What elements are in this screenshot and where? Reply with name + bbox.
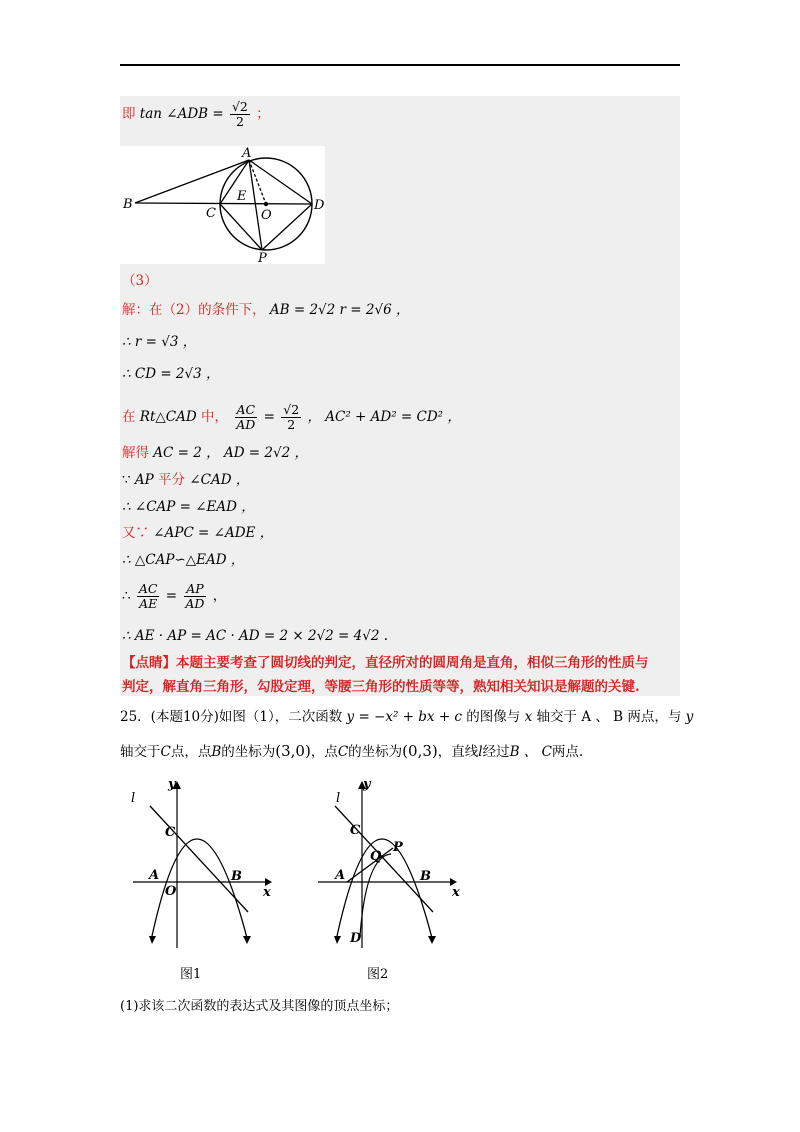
label-b: B — [420, 869, 431, 884]
solution-line-7: ∴ ∠CAP = ∠EAD ， — [122, 499, 255, 515]
text-prefix: 又∵ — [122, 525, 149, 541]
label-l: l — [336, 791, 341, 806]
solution-line-2: ∴ r = √3 ， — [122, 334, 197, 350]
points-b-c: B 、 C — [509, 744, 552, 760]
solution-line-8 — [122, 524, 273, 542]
label-c: C — [165, 825, 176, 840]
fraction-numerator: √2 — [283, 402, 300, 417]
label-d: D — [350, 931, 362, 946]
q25-text-b: 点，点 — [170, 744, 212, 760]
figure-1-caption: 图1 — [180, 967, 202, 982]
fraction-ac-ad — [234, 403, 257, 432]
triangle-name: Rt△CAD — [139, 409, 197, 425]
text-prefix: 解：在（2）的条件下， — [122, 302, 266, 318]
equals-sign: = — [165, 588, 178, 604]
label-y: y — [168, 777, 176, 792]
label-q: Q — [370, 849, 382, 864]
fraction-numerator: AC — [236, 402, 256, 417]
parabola-figure-1 — [125, 776, 275, 951]
parabola-arrow-right — [428, 936, 436, 944]
label-a: A — [149, 868, 160, 883]
fraction-denominator: AE — [139, 596, 158, 611]
label-a: A — [335, 868, 346, 883]
math-expression: AC = 2 ， AD = 2√2 ， — [153, 445, 308, 461]
label-y: y — [363, 777, 371, 792]
point-c-symbol-2: C — [337, 744, 349, 760]
fraction-denominator: AD — [236, 417, 256, 432]
label-x: x — [452, 885, 460, 900]
header-rule — [120, 64, 680, 66]
q25-text-e: 的坐标为 — [348, 744, 403, 760]
fraction-ac-ae — [137, 582, 160, 611]
solution-line-11: ∴ AE · AP = AC · AD = 2 × 2√2 = 4√2 . — [122, 628, 389, 644]
fraction-numerator: AC — [138, 581, 158, 596]
solution-line-5 — [122, 444, 308, 462]
solution-line-10 — [122, 582, 226, 611]
text-end: ， — [212, 588, 227, 604]
solution-line-4 — [122, 403, 461, 432]
q25-text-a: 25．(本题10分)如图（1），二次函数 — [120, 709, 343, 725]
label-x: x — [263, 885, 271, 900]
q25-text-h: 两点. — [551, 744, 584, 760]
tan-expression: tan ∠ADB = — [139, 106, 224, 122]
q25-text-c: 轴交于 — [536, 709, 578, 725]
parabola-arrow-left — [334, 936, 341, 944]
question-25-line-2 — [120, 742, 583, 761]
dianjing-note-line-2: 判定，解直角三角形，勾股定理，等腰三角形的性质等等，熟知相关知识是解题的关键. — [122, 679, 640, 695]
line-dq — [360, 854, 391, 936]
fraction-denominator: AD — [185, 596, 205, 611]
equals-sign: = — [263, 409, 275, 425]
fraction-numerator: √2 — [231, 99, 248, 114]
text-prefix: 解得 — [122, 445, 149, 461]
point-c-symbol: C — [160, 744, 171, 760]
pythagoras-expression: ， AC² + AD² = CD² ， — [307, 409, 461, 425]
label-b: B — [231, 869, 242, 884]
quadratic-expression: y = −x² + bx + c — [346, 709, 462, 725]
because-symbol: ∵ — [122, 472, 131, 488]
b-coordinate: (3,0) — [275, 742, 311, 760]
solution-line-tan — [122, 100, 270, 129]
label-p: P — [393, 840, 403, 855]
q25-text-a: 轴交于 — [120, 744, 161, 760]
label-o: O — [261, 208, 272, 223]
math-expression: ∠CAD ， — [189, 472, 250, 488]
part-3-label: （3） — [122, 273, 158, 289]
text-prefix: 即 — [122, 106, 136, 122]
line-l-symbol: l — [478, 744, 483, 760]
points-a-b: A 、 B — [581, 709, 624, 725]
q25-text-f: ，直线 — [437, 744, 479, 760]
label-e: E — [237, 189, 247, 204]
math-expression: ∠APC = ∠ADE ， — [153, 525, 274, 541]
label-p: P — [258, 251, 267, 264]
parabola-arrow-left — [149, 936, 156, 944]
label-d: D — [314, 198, 325, 213]
solution-line-6 — [122, 471, 249, 489]
segment-ap: AP — [134, 472, 154, 488]
label-b: B — [123, 197, 133, 212]
fraction-ap-ad — [183, 582, 206, 611]
label-o: O — [165, 884, 177, 899]
text-mid: 中， — [200, 409, 228, 425]
text-prefix: 在 — [122, 409, 136, 425]
note-tag: 【点睛】 — [122, 655, 176, 671]
label-a: A — [242, 146, 252, 161]
question-25-part-1: (1)求该二次函数的表达式及其图像的顶点坐标； — [120, 999, 399, 1014]
solution-line-9: ∴ △CAP∽△EAD ， — [122, 552, 245, 568]
text-end: ； — [256, 106, 270, 122]
question-25-line-1 — [120, 708, 693, 726]
figure-background — [120, 146, 325, 264]
solution-line-3: ∴ CD = 2√3 ， — [122, 366, 220, 382]
point-b-symbol: B — [211, 744, 222, 760]
figure-2-caption: 图2 — [367, 967, 389, 982]
label-c: C — [350, 823, 361, 838]
therefore-symbol: ∴ — [122, 588, 131, 604]
circle-tangent-figure — [120, 146, 325, 264]
label-c: C — [206, 206, 216, 221]
parabola-arrow-right — [243, 936, 251, 944]
q25-text-d: 两点，与 — [627, 709, 682, 725]
fraction-root2-over-2 — [230, 100, 250, 129]
math-expression: AB = 2√2 r = 2√6 ， — [269, 302, 410, 318]
fraction-root2-over-2 — [281, 403, 301, 432]
parabola-figure-2 — [310, 776, 460, 951]
y-axis-symbol: y — [685, 709, 694, 725]
fraction-denominator: 2 — [235, 114, 244, 129]
line-l — [335, 806, 433, 912]
q25-text-c: 的坐标为 — [221, 744, 276, 760]
label-l: l — [131, 791, 136, 806]
c-coordinate: (0,3) — [402, 742, 438, 760]
q25-text-b: 的图像与 — [466, 709, 521, 725]
dianjing-note-line-1 — [122, 654, 649, 672]
q25-text-d: ，点 — [310, 744, 338, 760]
note-text-1: 本题主要考查了圆切线的判定，直径所对的圆周角是直角，相似三角形的性质与 — [176, 655, 649, 671]
solution-line-1 — [122, 301, 409, 319]
fraction-numerator: AP — [186, 581, 204, 596]
x-axis-symbol: x — [524, 709, 533, 725]
fraction-denominator: 2 — [287, 417, 296, 432]
center-dot — [264, 202, 268, 206]
q25-text-g: 经过 — [482, 744, 510, 760]
text-mid: 平分 — [158, 472, 186, 488]
